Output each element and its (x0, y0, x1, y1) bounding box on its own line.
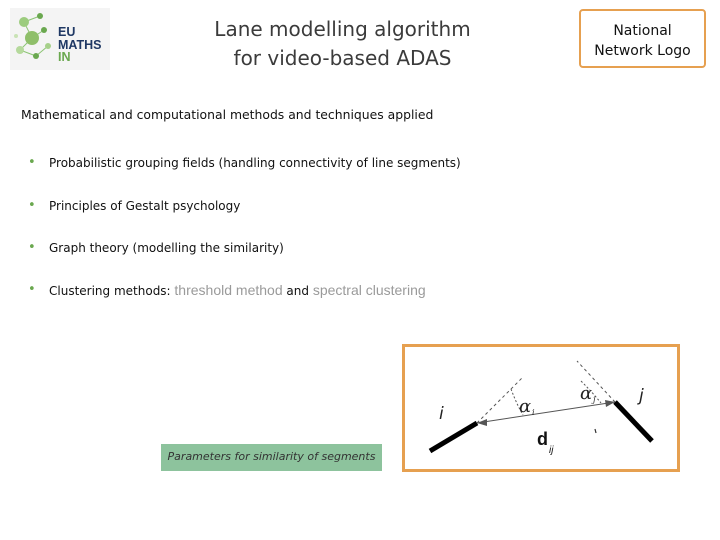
bullet-item-graph-theory: Graph theory (modelling the similarity) (49, 241, 284, 255)
tick-mark (595, 429, 596, 433)
segment-j (615, 402, 652, 441)
bullet-item-clustering (49, 282, 426, 298)
bullet-icon: • (28, 198, 36, 213)
segment-i-extension (477, 377, 523, 423)
segment-similarity-diagram (402, 344, 680, 472)
label-i: i (439, 404, 444, 424)
bullet-item-gestalt: Principles of Gestalt psychology (49, 199, 241, 213)
page-title (180, 15, 505, 73)
distance-arrowhead-left (477, 419, 487, 426)
diagram-canvas (405, 347, 677, 469)
bullet-icon: • (28, 155, 36, 170)
threshold-method-text: threshold method (174, 282, 283, 298)
label-alpha-i: α (519, 396, 532, 417)
label-alpha-j-sub: j (593, 395, 596, 404)
figure-caption: Parameters for similarity of segments (161, 444, 382, 471)
clustering-prefix: Clustering methods: (49, 284, 175, 298)
national-logo-line-2: Network Logo (594, 43, 691, 59)
section-subheading: Mathematical and computational methods and techniques applied (21, 107, 434, 122)
segment-i (430, 423, 477, 451)
national-network-logo-placeholder (579, 9, 706, 68)
national-logo-line-1: National (613, 23, 672, 39)
label-alpha-i-sub: i (532, 408, 535, 417)
distance-line (477, 402, 615, 423)
header (0, 0, 720, 76)
bullet-item-grouping: Probabilistic grouping fields (handling connectivity of line segments) (49, 156, 461, 170)
logo-text-in: IN (58, 50, 71, 64)
label-alpha-j: α (580, 383, 593, 404)
label-d-sub: ij (549, 445, 554, 456)
title-line-2: for video-based ADAS (233, 46, 452, 70)
logo-text-maths: MATHS (58, 38, 102, 52)
title-line-1: Lane modelling algorithm (214, 17, 471, 41)
eu-maths-in-logo (10, 8, 110, 70)
bullet-icon: • (28, 240, 36, 255)
label-j: j (639, 386, 644, 406)
label-d: d (537, 429, 548, 449)
clustering-conjunction: and (282, 284, 313, 298)
logo-text-eu: EU (58, 25, 76, 39)
bullet-icon: • (28, 282, 36, 297)
spectral-clustering-text: spectral clustering (312, 282, 426, 298)
